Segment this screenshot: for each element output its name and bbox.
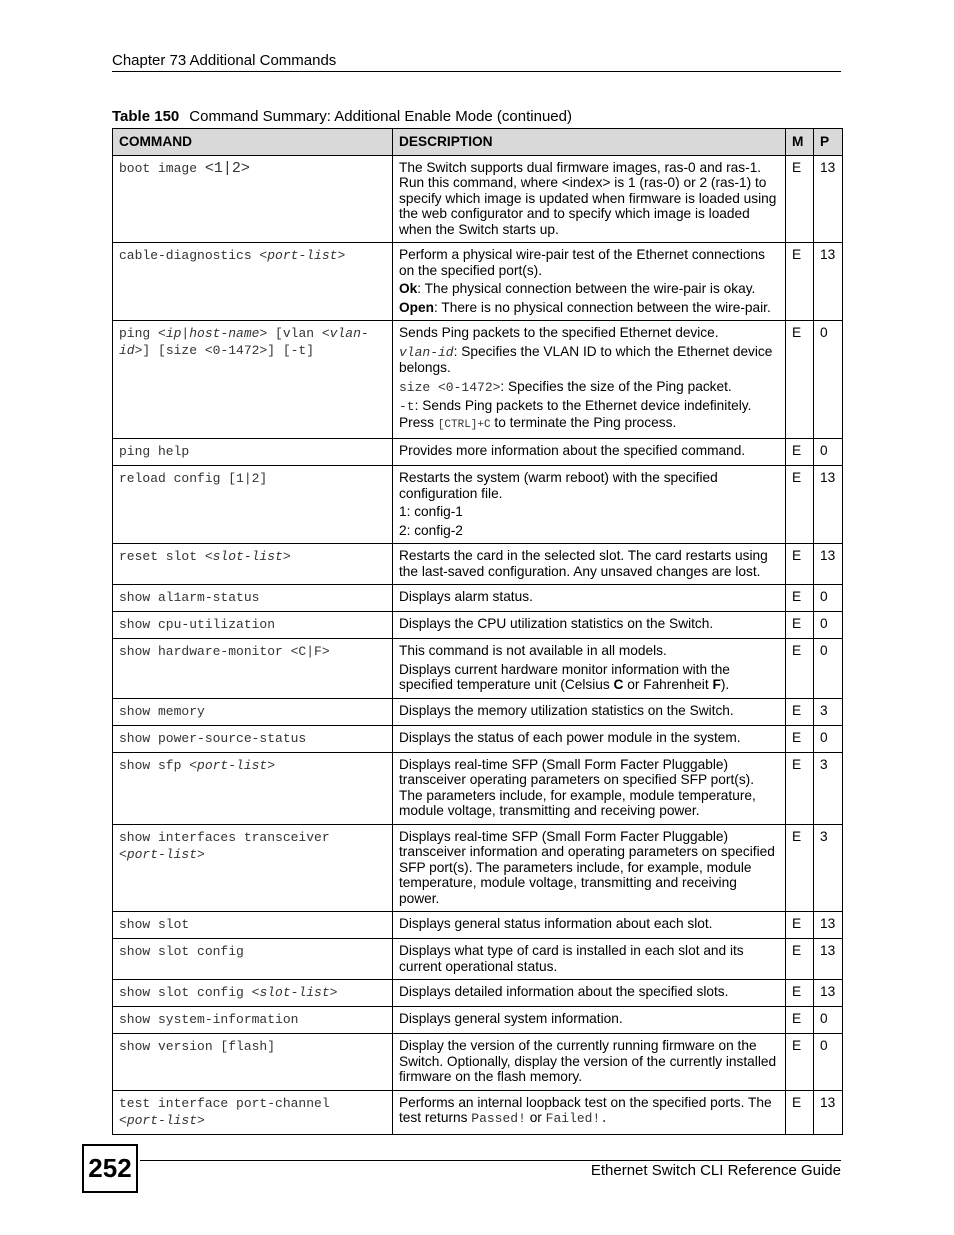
chapter-header: Chapter 73 Additional Commands — [112, 52, 337, 69]
description-text: Perform a physical wire-pair test of the Ethernet connections on the specified port(s). — [399, 247, 765, 278]
command-cell — [113, 321, 393, 439]
command-cell: show al1arm-status — [113, 585, 393, 612]
m-cell: E — [786, 1034, 814, 1091]
command-text: cable-diagnostics < — [119, 248, 268, 263]
celsius-label: C — [613, 677, 624, 692]
description-cell: Provides more information about the specified command. — [393, 439, 786, 466]
command-text: > — [329, 985, 338, 1000]
description-cell — [393, 243, 786, 321]
command-text: | — [181, 326, 190, 341]
t-desc-end: to terminate the Ping process. — [490, 414, 677, 430]
command-cell: show memory — [113, 698, 393, 725]
command-cell: show cpu-utilization — [113, 612, 393, 639]
t-code: -t — [399, 399, 415, 414]
page-number: 252 — [82, 1144, 138, 1193]
p-cell: 3 — [814, 698, 843, 725]
vlan-code: vlan-id — [399, 344, 454, 360]
command-text: boot image — [119, 160, 205, 176]
p-cell: 0 — [814, 612, 843, 639]
hw-desc: Displays current hardware monitor information with the specified temperature unit (Celsius — [399, 661, 730, 692]
command-cell: show version [flash] — [113, 1034, 393, 1091]
p-cell: 3 — [814, 752, 843, 824]
m-cell: E — [786, 698, 814, 725]
table-row — [113, 466, 843, 544]
table-row — [113, 321, 843, 439]
description-cell: Displays general status information about each slot. — [393, 912, 786, 939]
table-row — [113, 1090, 843, 1134]
table-row — [113, 698, 843, 725]
table-row — [113, 243, 843, 321]
command-text: > — [197, 1112, 205, 1128]
command-param: host-name — [189, 326, 260, 341]
size-code: size <0-1472> — [399, 379, 501, 395]
command-text: show sfp < — [119, 757, 198, 773]
command-text: test interface port-channel — [119, 1095, 330, 1111]
description-cell: Displays real-time SFP (Small Form Facter Pluggable) transceiver information and operating parameters on specified SFP port(s). The parameters include, for example, module temperature, module voltage, transmitting and receiving power. — [393, 824, 786, 912]
description-text: This command is not available in all models. — [399, 643, 667, 658]
command-text: < — [119, 846, 127, 862]
description-cell — [393, 321, 786, 439]
p-cell: 0 — [814, 321, 843, 439]
description-text: Restarts the system (warm reboot) with the specified configuration file. — [399, 470, 718, 501]
command-cell — [113, 1090, 393, 1134]
command-text: > — [337, 248, 346, 263]
command-cell — [113, 980, 393, 1007]
command-param: slot-list — [212, 549, 283, 564]
m-cell: E — [786, 1090, 814, 1134]
m-cell: E — [786, 824, 814, 912]
ctrl-code: [CTRL]+C — [437, 418, 491, 431]
description-text — [399, 662, 779, 693]
command-cell: show slot — [113, 912, 393, 939]
p-cell: 13 — [814, 912, 843, 939]
passed-code: Passed! — [471, 1111, 526, 1126]
description-cell: The Switch supports dual firmware images, ras-0 and ras-1. Run this command, where <index> is 1 (ras-0) or 2 (ras-1) to specify which image is updated when firmware is loaded using the web configurator and to specify which image is loaded when the Switch starts up. — [393, 155, 786, 243]
description-text — [399, 281, 779, 297]
command-arg: <1|2> — [204, 159, 250, 177]
m-cell: E — [786, 155, 814, 243]
description-cell: Displays general system information. — [393, 1007, 786, 1034]
command-column-header: COMMAND — [113, 129, 393, 156]
open-desc: : There is no physical connection between the wire-pair. — [433, 299, 771, 315]
command-param: port-list — [126, 846, 198, 862]
table-row — [113, 824, 843, 912]
table-row — [113, 752, 843, 824]
description-text — [399, 300, 779, 316]
description-column-header: DESCRIPTION — [393, 129, 786, 156]
header-rule — [112, 71, 841, 72]
description-text: Sends Ping packets to the specified Ethernet device. — [399, 325, 719, 340]
command-param: port-list — [267, 248, 338, 263]
description-cell: Displays detailed information about the specified slots. — [393, 980, 786, 1007]
table-row — [113, 439, 843, 466]
command-cell — [113, 824, 393, 912]
vlan-desc: : Specifies the VLAN ID to which the Ethernet device belongs. — [399, 343, 773, 375]
p-column-header: P — [814, 129, 843, 156]
description-cell: Displays the status of each power module in the system. — [393, 725, 786, 752]
p-cell: 0 — [814, 639, 843, 699]
m-column-header: M — [786, 129, 814, 156]
command-cell — [113, 752, 393, 824]
footer-rule — [140, 1160, 841, 1161]
command-cell — [113, 243, 393, 321]
m-cell: E — [786, 980, 814, 1007]
p-cell: 13 — [814, 980, 843, 1007]
table-row — [113, 585, 843, 612]
description-cell: Displays real-time SFP (Small Form Facter Pluggable) transceiver operating parameters on specified SFP port(s). The parameters include, for example, module temperature, module voltage, transmitting and receiving power. — [393, 752, 786, 824]
m-cell: E — [786, 544, 814, 585]
table-row — [113, 725, 843, 752]
t-desc: : Sends Ping packets to the Ethernet device indefinitely. Press — [399, 398, 752, 430]
description-text — [399, 344, 779, 376]
description-cell: Displays what type of card is installed in each slot and its current operational status. — [393, 939, 786, 980]
test-desc: Performs an internal loopback test on the specified ports. The test returns — [399, 1094, 772, 1125]
p-cell: 13 — [814, 243, 843, 321]
description-cell: Displays alarm status. — [393, 585, 786, 612]
table-row — [113, 1007, 843, 1034]
command-text: ping < — [119, 326, 166, 341]
ok-desc: : The physical connection between the wire-pair is okay. — [417, 281, 756, 296]
command-text: show slot config < — [119, 985, 260, 1000]
m-cell: E — [786, 466, 814, 544]
m-cell: E — [786, 639, 814, 699]
command-cell — [113, 544, 393, 585]
m-cell: E — [786, 912, 814, 939]
description-cell: Displays the CPU utilization statistics on the Switch. — [393, 612, 786, 639]
table-header-row — [113, 129, 843, 156]
m-cell: E — [786, 1007, 814, 1034]
p-cell: 13 — [814, 466, 843, 544]
m-cell: E — [786, 725, 814, 752]
p-cell: 0 — [814, 1034, 843, 1091]
command-text: > — [267, 757, 276, 773]
p-cell: 13 — [814, 544, 843, 585]
p-cell: 0 — [814, 439, 843, 466]
open-label: Open — [399, 299, 434, 315]
command-cell: reload config [1|2] — [113, 466, 393, 544]
hw-end: ). — [720, 677, 730, 692]
table-row — [113, 939, 843, 980]
table-title: Command Summary: Additional Enable Mode (continued) — [189, 108, 572, 125]
size-desc: : Specifies the size of the Ping packet. — [500, 378, 732, 394]
command-cell: show hardware-monitor <C|F> — [113, 639, 393, 699]
command-param: port-list — [197, 757, 268, 773]
command-cell: ping help — [113, 439, 393, 466]
command-cell — [113, 155, 393, 243]
table-row — [113, 912, 843, 939]
table-row — [113, 544, 843, 585]
description-cell: Restarts the card in the selected slot. The card restarts using the last-saved configuration. Any unsaved changes are lost. — [393, 544, 786, 585]
p-cell: 13 — [814, 1090, 843, 1134]
ok-label: Ok — [399, 281, 418, 296]
failed-code: Failed!. — [545, 1111, 609, 1126]
description-cell — [393, 466, 786, 544]
m-cell: E — [786, 321, 814, 439]
m-cell: E — [786, 939, 814, 980]
m-cell: E — [786, 439, 814, 466]
p-cell: 13 — [814, 155, 843, 243]
p-cell: 0 — [814, 585, 843, 612]
m-cell: E — [786, 752, 814, 824]
table-row — [113, 639, 843, 699]
p-cell: 0 — [814, 725, 843, 752]
description-cell: Displays the memory utilization statistics on the Switch. — [393, 698, 786, 725]
description-cell — [393, 639, 786, 699]
hw-or: or Fahrenheit — [623, 677, 713, 692]
table-row — [113, 1034, 843, 1091]
command-text: reset slot < — [119, 549, 213, 564]
table-caption — [112, 108, 572, 125]
command-cell: show slot config — [113, 939, 393, 980]
p-cell: 0 — [814, 1007, 843, 1034]
command-text: >] [size <0-1472>] [-t] — [134, 343, 315, 358]
p-cell: 13 — [814, 939, 843, 980]
command-text: > — [282, 549, 291, 564]
command-cell: show power-source-status — [113, 725, 393, 752]
description-text — [399, 398, 779, 433]
description-text: 1: config-1 — [399, 504, 463, 519]
command-param: vlan-id — [119, 326, 369, 358]
description-text — [399, 379, 779, 396]
description-cell: Display the version of the currently running firmware on the Switch. Optionally, display the version of the currently installed firmware on the flash memory. — [393, 1034, 786, 1091]
table-label: Table 150 — [112, 108, 180, 125]
command-text: > — [197, 846, 205, 862]
table-row — [113, 612, 843, 639]
command-param: ip — [165, 326, 182, 341]
table-row — [113, 980, 843, 1007]
description-text: 2: config-2 — [399, 522, 463, 538]
m-cell: E — [786, 243, 814, 321]
table-row — [113, 155, 843, 243]
command-param: port-list — [126, 1112, 198, 1128]
command-text: > [vlan < — [259, 326, 330, 341]
command-text: show interfaces transceiver — [119, 829, 330, 845]
or-text: or — [525, 1110, 546, 1125]
m-cell: E — [786, 585, 814, 612]
command-cell: show system-information — [113, 1007, 393, 1034]
p-cell: 3 — [814, 824, 843, 912]
description-cell — [393, 1090, 786, 1134]
command-param: slot-list — [259, 985, 330, 1000]
fahrenheit-label: F — [712, 677, 721, 692]
m-cell: E — [786, 612, 814, 639]
command-summary-table — [112, 128, 843, 1135]
command-text: < — [119, 1112, 127, 1128]
guide-title: Ethernet Switch CLI Reference Guide — [590, 1162, 841, 1179]
